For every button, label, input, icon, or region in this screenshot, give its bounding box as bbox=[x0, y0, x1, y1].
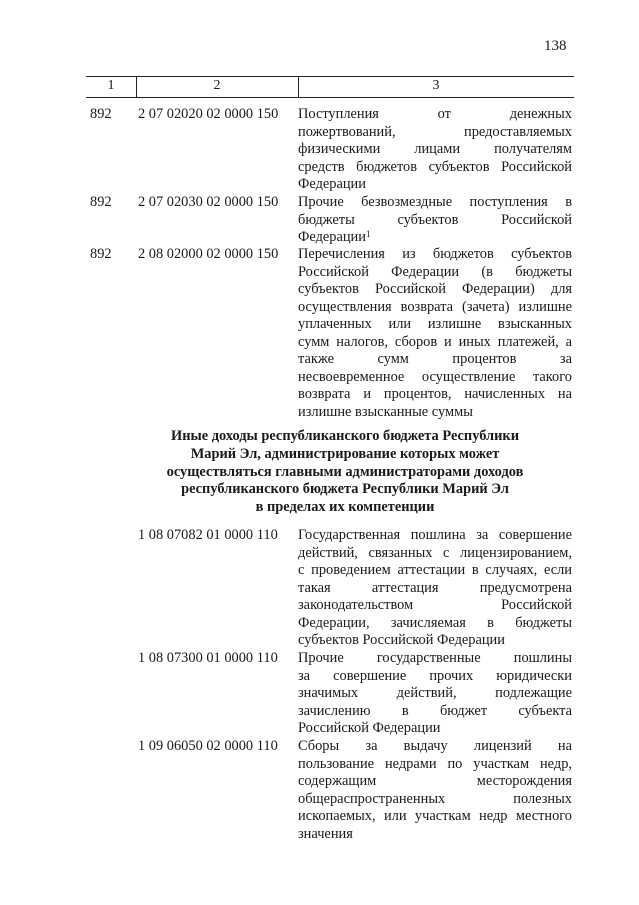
description-line: Российской Федерации (в бюджеты bbox=[298, 263, 572, 280]
description-line: такая аттестация предусмотрена bbox=[298, 579, 572, 596]
header-col-2: 2 bbox=[213, 78, 221, 93]
description-line: общераспространенных полезных bbox=[298, 790, 572, 807]
section-title bbox=[150, 428, 540, 517]
description-line: средств бюджетов субъектов Российской bbox=[298, 158, 572, 175]
section-title-line: в пределах их компетенции bbox=[255, 499, 435, 516]
admin-code: 892 bbox=[90, 246, 112, 262]
description-line: содержащим месторождения bbox=[298, 773, 572, 789]
description-line: Поступления от денежных bbox=[298, 106, 572, 122]
revenue-code: 2 07 02030 02 0000 150 bbox=[138, 194, 279, 210]
revenue-code: 1 09 06050 02 0000 110 bbox=[138, 738, 278, 754]
section-title-line: Иные доходы республиканского бюджета Республики bbox=[171, 428, 519, 444]
description-line: действий, связанных с лицензированием, bbox=[298, 544, 572, 561]
description-text: Федерации bbox=[298, 229, 366, 245]
revenue-description bbox=[298, 246, 572, 421]
description-line: несвоевременное осуществление такого bbox=[298, 368, 572, 385]
page-number: 138 bbox=[544, 38, 567, 54]
description-line: с проведением аттестации в случаях, если bbox=[298, 562, 572, 578]
footnote-marker: 1 bbox=[365, 229, 371, 239]
description-line: возврата и процентов, начисленных на bbox=[298, 386, 572, 402]
description-line: сумм налогов, сборов и иных платежей, а bbox=[298, 333, 572, 350]
description-line: Прочие безвозмездные поступления в bbox=[298, 194, 572, 210]
revenue-description bbox=[298, 106, 572, 194]
description-line: субъектов Российской Федерации) для bbox=[298, 281, 572, 297]
description-line: уплаченных или излишне взысканных bbox=[298, 316, 572, 332]
description-line: бюджеты субъектов Российской bbox=[298, 211, 572, 228]
section-title-line: республиканского бюджета Республики Марий Эл bbox=[181, 481, 509, 498]
admin-code: 892 bbox=[90, 106, 112, 122]
description-line bbox=[298, 229, 572, 247]
revenue-description bbox=[298, 738, 572, 843]
description-line: Прочие государственные пошлины bbox=[298, 650, 572, 666]
description-line: также сумм процентов за bbox=[298, 351, 572, 367]
revenue-code: 1 08 07300 01 0000 110 bbox=[138, 650, 278, 666]
description-line: Федерации, зачисляемая в бюджеты bbox=[298, 614, 572, 631]
description-line: зачислению в бюджет субъекта bbox=[298, 702, 572, 719]
description-line: за совершение прочих юридически bbox=[298, 667, 572, 684]
description-line: пожертвований, предоставляемых bbox=[298, 123, 572, 140]
description-line: законодательством Российской bbox=[298, 597, 572, 613]
header-col-1: 1 bbox=[107, 78, 115, 93]
section-title-line: осуществляться главными администраторами доходов bbox=[166, 463, 524, 480]
revenue-description bbox=[298, 527, 572, 650]
description-line: излишне взысканные суммы bbox=[298, 403, 473, 420]
description-line: Сборы за выдачу лицензий на bbox=[298, 738, 572, 754]
description-line: значимых действий, подлежащие bbox=[298, 685, 572, 701]
revenue-code: 1 08 07082 01 0000 110 bbox=[138, 527, 278, 543]
description-line: Государственная пошлина за совершение bbox=[298, 527, 572, 543]
description-line: ископаемых, или участкам недр местного bbox=[298, 808, 572, 824]
revenue-code: 2 08 02000 02 0000 150 bbox=[138, 246, 279, 262]
description-line: Перечисления из бюджетов субъектов bbox=[298, 246, 572, 262]
admin-code: 892 bbox=[90, 194, 112, 210]
description-line: субъектов Российской Федерации bbox=[298, 632, 505, 648]
description-line: Федерации bbox=[298, 176, 366, 192]
description-line: пользование недрами по участкам недр, bbox=[298, 755, 572, 772]
header-col-3: 3 bbox=[432, 78, 440, 93]
description-line: физическими лицами получателям bbox=[298, 141, 572, 157]
revenue-code: 2 07 02020 02 0000 150 bbox=[138, 106, 279, 122]
revenue-description bbox=[298, 650, 572, 738]
description-line: значения bbox=[298, 825, 353, 842]
table-header bbox=[86, 76, 574, 98]
section-title-line: Марий Эл, администрирование которых может bbox=[190, 445, 500, 462]
description-line: Российской Федерации bbox=[298, 720, 441, 736]
description-line: осуществления возврата (зачета) излишне bbox=[298, 298, 572, 315]
revenue-description bbox=[298, 194, 572, 247]
